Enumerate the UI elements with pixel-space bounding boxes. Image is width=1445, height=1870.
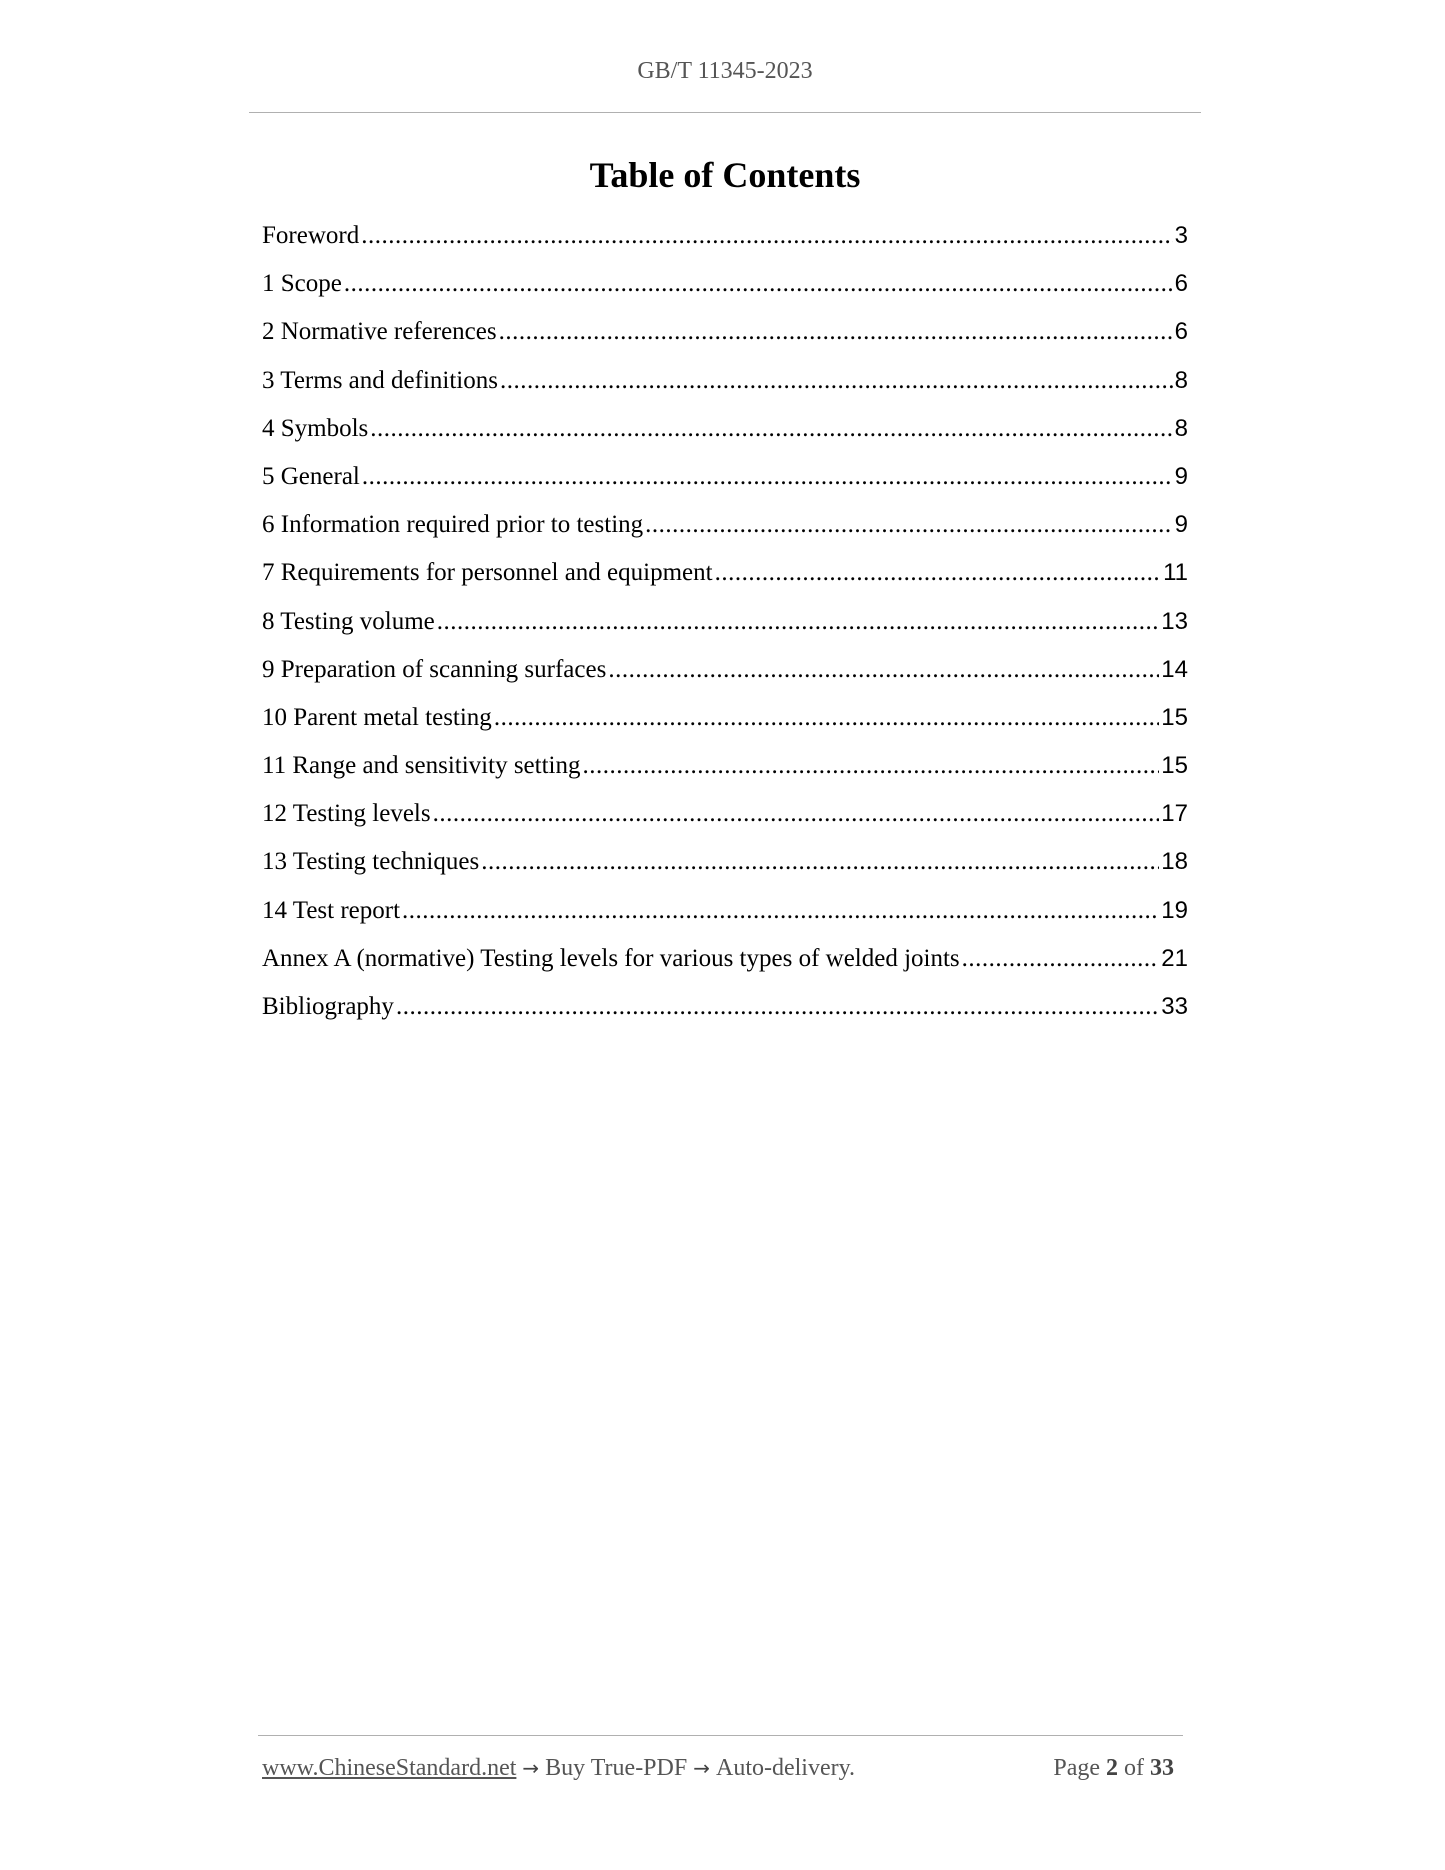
- footer-divider: [258, 1735, 1183, 1736]
- toc-entry-label: 12 Testing levels: [262, 800, 431, 828]
- toc-entry-label: 14 Test report: [262, 896, 401, 924]
- toc-entry[interactable]: [262, 367, 1188, 415]
- toc-entry[interactable]: [262, 897, 1188, 945]
- toc-entry-label: Foreword: [262, 222, 360, 249]
- arrow-right-icon: →: [522, 1756, 540, 1780]
- toc-entry-label: 8 Testing volume: [262, 607, 435, 635]
- toc-entry-page: 14: [1161, 655, 1188, 683]
- toc-entry-label: 5 General: [262, 462, 360, 490]
- toc-entry[interactable]: [262, 222, 1188, 270]
- dot-leader: [344, 270, 1173, 298]
- toc-entry[interactable]: [262, 608, 1188, 656]
- dot-leader: [396, 993, 1159, 1021]
- toc-entry[interactable]: [262, 318, 1188, 366]
- toc-entry-label: 4 Symbols: [262, 414, 369, 442]
- dot-leader: [433, 800, 1160, 828]
- toc-entry-page: 9: [1174, 462, 1188, 490]
- of-word: of: [1124, 1755, 1144, 1781]
- toc-entry-page: 15: [1161, 703, 1188, 731]
- dot-leader: [437, 608, 1160, 636]
- toc-entry-label: 9 Preparation of scanning surfaces: [262, 655, 607, 683]
- page-footer: [262, 1755, 1180, 1782]
- toc-entry[interactable]: [262, 752, 1188, 800]
- toc-entry-page: 17: [1161, 800, 1188, 828]
- arrow-right-icon: →: [693, 1756, 710, 1780]
- toc-entry[interactable]: [262, 945, 1188, 993]
- toc-entry[interactable]: [262, 848, 1188, 896]
- page-header: GB/T 11345-2023: [637, 58, 813, 84]
- delivery-step-text: Auto-delivery.: [715, 1755, 856, 1781]
- toc-entry[interactable]: [262, 415, 1188, 463]
- toc-entry[interactable]: [262, 993, 1188, 1041]
- toc-entry-label: 1 Scope: [262, 270, 342, 298]
- toc-entry[interactable]: [262, 511, 1188, 559]
- toc-entry-page: 8: [1174, 414, 1188, 442]
- dot-leader: [402, 897, 1159, 925]
- dot-leader: [500, 367, 1173, 395]
- toc-entry[interactable]: [262, 463, 1188, 511]
- toc-entry-page: 18: [1161, 848, 1188, 876]
- toc-title: Table of Contents: [589, 155, 861, 195]
- toc-entry-label: 10 Parent metal testing: [262, 703, 492, 731]
- dot-leader: [370, 415, 1172, 443]
- toc-entry-page: 13: [1161, 607, 1188, 635]
- toc-entry-page: 21: [1161, 944, 1188, 972]
- dot-leader: [362, 463, 1173, 491]
- footer-promo: [262, 1755, 855, 1782]
- toc-entry-label: Annex A (normative) Testing levels for various types of welded joints: [262, 944, 960, 972]
- site-link[interactable]: www.ChineseStandard.net: [262, 1755, 517, 1781]
- toc-entry-label: 7 Requirements for personnel and equipment: [262, 559, 713, 587]
- dot-leader: [481, 848, 1159, 876]
- toc-entry[interactable]: [262, 800, 1188, 848]
- toc-entry[interactable]: [262, 270, 1188, 318]
- toc-entry-page: 33: [1161, 993, 1188, 1020]
- dot-leader: [608, 656, 1159, 684]
- buy-step-text: Buy True-PDF: [545, 1755, 688, 1781]
- toc-entry-page: 6: [1174, 270, 1188, 298]
- page-number: [1053, 1755, 1180, 1782]
- toc-entry-page: 8: [1174, 366, 1188, 394]
- toc-entry-label: 2 Normative references: [262, 318, 497, 346]
- dot-leader: [715, 559, 1162, 587]
- toc-entry-page: 6: [1174, 318, 1188, 346]
- toc-entry-label: Bibliography: [262, 993, 394, 1020]
- dot-leader: [361, 222, 1172, 250]
- toc-entry-label: 13 Testing techniques: [262, 848, 480, 876]
- toc-list: [262, 222, 1188, 1041]
- toc-entry-label: 11 Range and sensitivity setting: [262, 752, 581, 780]
- total-pages: 33: [1150, 1755, 1174, 1781]
- toc-entry-page: 11: [1163, 559, 1188, 587]
- toc-entry-page: 19: [1161, 896, 1188, 924]
- dot-leader: [494, 704, 1159, 732]
- header-divider: [249, 112, 1201, 113]
- dot-leader: [645, 511, 1172, 539]
- current-page: 2: [1106, 1755, 1118, 1781]
- toc-entry[interactable]: [262, 559, 1188, 607]
- dot-leader: [962, 945, 1160, 973]
- toc-entry-page: 3: [1174, 222, 1188, 249]
- toc-entry-page: 9: [1174, 511, 1188, 539]
- dot-leader: [582, 752, 1159, 780]
- page-word: Page: [1053, 1755, 1100, 1781]
- toc-entry[interactable]: [262, 656, 1188, 704]
- dot-leader: [499, 318, 1173, 346]
- toc-entry-label: 3 Terms and definitions: [262, 366, 498, 394]
- toc-entry[interactable]: [262, 704, 1188, 752]
- toc-entry-label: 6 Information required prior to testing: [262, 511, 644, 539]
- toc-entry-page: 15: [1161, 752, 1188, 780]
